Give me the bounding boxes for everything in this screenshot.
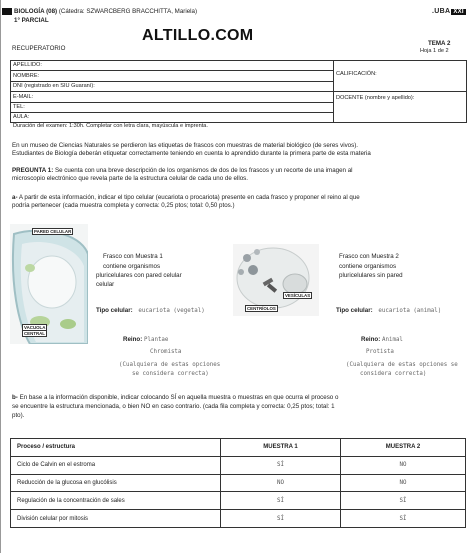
part-b-label: b- [12,394,18,401]
header-sample-1: MUESTRA 1 [221,439,341,457]
tipo-label: Tipo celular: [96,307,133,314]
page-indicator: Hoja 1 de 2 [420,48,449,54]
field-label: DNI (registrado en SIU Guaraní): [13,83,95,90]
part-b-line-2: se encuentre la estructura mencionada, o bien NO en caso contrario. (cada fila completa y correcta: 0,25 ptos; total: 1 [12,403,335,410]
sample-1-tipo-answer: eucariota (vegetal) [138,308,205,314]
page-left-border [0,0,1,553]
sample-2-reino-line [361,336,403,344]
question-1-label: PREGUNTA 1: [12,167,54,174]
sample-1-answer[interactable]: NO [221,474,341,492]
question-1-text: Se cuenta con una breve descripción de los organismos de dos de los frascos y un recorte de una imagen al [53,167,353,174]
part-a-label: a- [12,194,18,201]
sample-2-answer[interactable]: SÍ [341,492,466,510]
sample-1-note-2: se considera correcta) [132,371,209,377]
tipo-label: Tipo celular: [336,307,373,314]
field-label: CALIFICACIÓN: [336,71,377,77]
table-row [11,61,467,71]
plant-cell-micrograph [10,224,88,344]
process-cell: División celular por mitosis [11,510,221,528]
field-label: AULA: [13,114,30,121]
watermark-title: ALTILLO.COM [142,27,254,44]
field-label: DOCENTE (nombre y apellido): [336,95,415,102]
duration-note: Duración del examen: 1:30h. Completar con letra clara, mayúscula e imprenta. [13,123,208,129]
header-black-bar [2,8,12,15]
process-cell: Ciclo de Calvin en el estroma [11,456,221,474]
sample-1-desc-3: pluricelulares con pared celular [96,272,182,279]
sample-2-answer[interactable]: SÍ [341,510,466,528]
reino-label: Reino: [361,336,381,343]
context-line-2: Estudiantes de Biología deberán etiquetar correctamente teniendo en cuenta lo aprendido durante la primera parte de esta materia [12,150,371,157]
sample-2-tipo-line [336,307,441,315]
sample-1-answer[interactable]: SÍ [221,510,341,528]
field-label: E-MAIL: [13,93,34,100]
tel-field[interactable] [11,102,334,112]
course-chair: (Cátedra: SZWARCBERG BRACCHITTA, Mariela) [58,8,198,15]
dni-field[interactable] [11,81,334,91]
process-cell: Reducción de la glucosa en glucólisis [11,474,221,492]
sample-2-answer[interactable]: NO [341,456,466,474]
field-label: NOMBRE: [13,72,40,79]
cell-wall-label: PARED CELULAR [34,229,72,234]
part-b-line-3: pto). [12,412,25,419]
sample-1-answer[interactable]: SÍ [221,492,341,510]
sample-1-desc-1: Frasco con Muestra 1 [103,253,163,260]
process-structure-table [10,438,466,528]
question-1-line-2: microscopio electrónico que revela parte de la estructura celular de cada uno de ellos. [12,175,248,182]
part-a-line-1 [12,194,360,201]
sample-2-tipo-answer: eucariota (animal) [378,308,442,314]
course-line [14,8,197,15]
sample-1-desc-2: contiene organismos [103,263,161,270]
logo-suffix: XXI [453,9,464,15]
calificacion-field[interactable] [334,61,467,92]
field-label: APELLIDO: [13,62,42,69]
table-header-row [11,439,466,457]
email-field[interactable] [11,92,334,102]
process-cell: Regulación de la concentración de sales [11,492,221,510]
vacuole-label-2: CENTRAL [24,331,45,336]
question-1-line-1 [12,167,353,174]
nombre-field[interactable] [11,71,334,81]
vesicles-label: VESÍCULAS [285,293,311,298]
part-a-line-2: podría pertenecer (cada muestra completa y correcta: 0,25 ptos; total: 0,50 ptos.) [12,202,235,209]
sample-2-note-2: considera correcta) [360,371,427,377]
reino-label: Reino: [123,336,143,343]
table-row [11,474,466,492]
header-sample-2: MUESTRA 2 [341,439,466,457]
docente-field[interactable] [334,92,467,123]
sample-1-reino-line [123,336,168,344]
student-info-table [10,60,467,123]
sample-1-note-1: (Cualquiera de estas opciones [119,362,221,368]
theme-label: TEMA 2 [428,40,451,47]
sample-2-reino-answer: Animal [381,337,403,343]
sample-2-note-1: (Cualquiera de estas opciones se [346,362,458,368]
part-a-text: A partir de esta información, indicar el tipo celular (eucariota o procariota) presente en cada frasco y proponer el reino al que [17,194,360,201]
field-label: TEL: [13,104,25,111]
aula-field[interactable] [11,112,334,122]
apellido-field[interactable] [11,61,334,71]
centrioles-label: CENTRÍOLOS [247,306,276,311]
sample-1-reino-alt: Chromista [150,349,182,355]
table-row [11,492,466,510]
part-b-text: En base a la información disponible, indicar colocando SÍ en aquella muestra o muestras en que ocurra el proceso o [17,394,339,401]
table-row [11,92,467,102]
sample-2-desc-2: contiene organismos [339,263,397,270]
context-line-1: En un museo de Ciencias Naturales se perdieron las etiquetas de frascos con muestras de material biológico (de seres vivos). [12,142,358,149]
course-name: BIOLOGÍA (08) [14,8,58,15]
header-process: Proceso / estructura [11,439,221,457]
exam-type: RECUPERATORIO [12,45,66,52]
sample-2-answer[interactable]: NO [341,474,466,492]
sample-2-desc-3: pluricelulares sin pared [339,272,403,279]
animal-cell-micrograph [233,244,319,316]
sample-1-tipo-line [96,307,205,315]
sample-1-desc-4: celular [96,281,115,288]
uba-xxi-logo [432,8,466,15]
sample-2-desc-1: Frasco con Muestra 2 [339,253,399,260]
sample-2-reino-alt: Protista [366,349,394,355]
table-row [11,510,466,528]
logo-text: .UBA [432,8,451,15]
exam-number: 1° PARCIAL [14,17,49,24]
sample-1-reino-answer: Plantae [143,337,169,343]
table-row [11,456,466,474]
part-b-line-1 [12,394,338,401]
vacuole-label: VACUOLA [24,325,46,330]
sample-1-answer[interactable]: SÍ [221,456,341,474]
